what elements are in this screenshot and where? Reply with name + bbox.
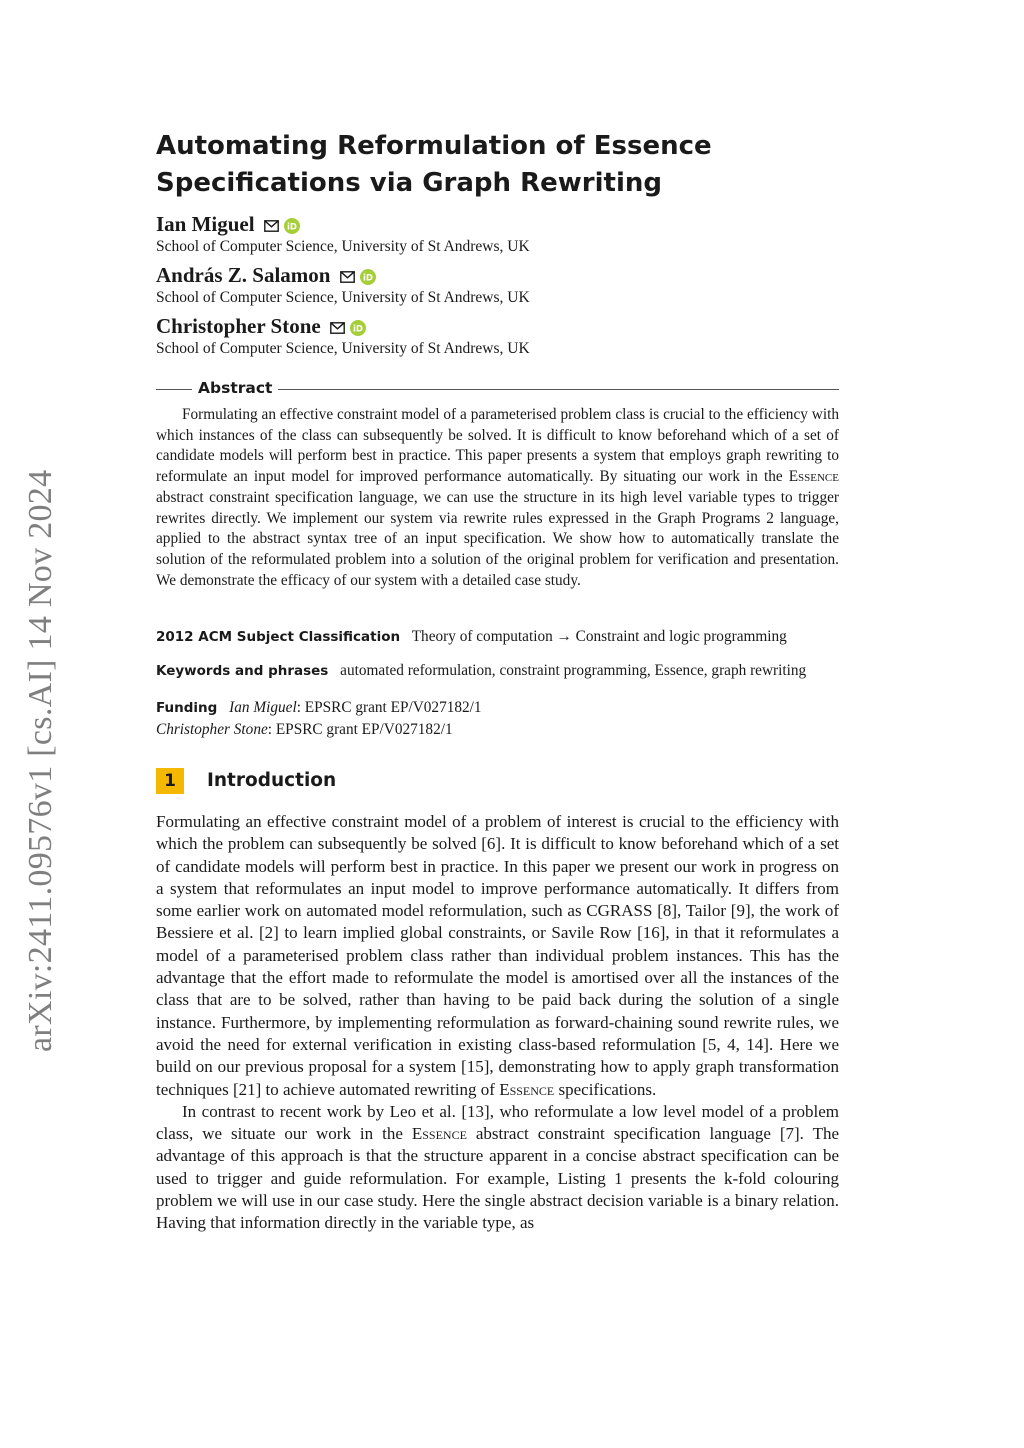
paragraph-text: Formulating an effective constraint model of a problem of interest is crucial to the efficiency with which the problem can subsequently be solved [6]. It is difficult to know beforehand which of a set of candidate models will perform best in practice. In this paper we present our work in progress on a system that reformulates an input model to improve performance automatically. It differs from some earlier work on automated model reformulation, such as CGRASS [8], Tailor [9], the work of Bessiere et al. [2] to learn implied global constraints, or Savile Row [16], in that it reformulates a model of a parameterised problem class rather than individual problem instances. This has the advantage that the effort made to reformulate the model is amortised over all the instances of the class that are to be solved, rather than having to be paid back during the solution of a single instance. Furthermore, by implementing reformulation as forward-chaining sound rewrite rules, we avoid the need for external verification in existing class-based reformulation [5, 4, 14]. Here we build on our previous proposal for a system [15], demonstrating how to apply graph transformation techniques [21] to achieve automated rewriting of bbox=[156, 812, 839, 1099]
paragraph-text: abstract constraint specification language [7]. The advantage of this approach is that the structure apparent in a concise abstract specification can be used to trigger and guide reformulation. For example, Listing 1 presents the k-fold colouring problem we will use in our case study. Here the single abstract decision variable is a binary relation. Having that information directly in the variable type, as bbox=[156, 1124, 839, 1233]
svg-text:iD: iD bbox=[286, 221, 297, 232]
orcid-icon[interactable] bbox=[350, 320, 366, 336]
introduction-body bbox=[156, 811, 839, 1235]
funding-person: Ian Miguel bbox=[229, 699, 297, 716]
paragraph bbox=[156, 1101, 839, 1235]
abstract-heading: Abstract bbox=[198, 379, 278, 397]
arxiv-identifier-stamp: arXiv:2411.09576v1 [cs.AI] 14 Nov 2024 bbox=[22, 469, 59, 1052]
svg-text:iD: iD bbox=[352, 323, 363, 334]
title-line-2: Specifications via Graph Rewriting bbox=[156, 168, 662, 198]
section-title: Introduction bbox=[207, 770, 337, 791]
abstract-text-part: Formulating an effective constraint model of a parameterised problem class is crucial to the efficiency with which instances of the class can subsequently be solved. It is difficult to know beforehand which of a set of candidate models will perform best in practice. This paper presents a system that employs graph rewriting to reformulate an input model for improved performance automatically. By situating our work in the bbox=[156, 406, 839, 486]
funding-entry bbox=[229, 699, 481, 716]
section-number: 1 bbox=[164, 771, 176, 791]
author-affiliation: School of Computer Science, University of St Andrews, UK bbox=[156, 238, 530, 255]
envelope-icon[interactable] bbox=[340, 271, 355, 283]
acm-value: Theory of computation → Constraint and logic programming bbox=[411, 628, 787, 645]
funding-person: Christopher Stone bbox=[156, 721, 268, 738]
author-affiliation: School of Computer Science, University of St Andrews, UK bbox=[156, 340, 530, 357]
acm-label: 2012 ACM Subject Classification bbox=[156, 629, 401, 645]
funding-grant: : EPSRC grant EP/V027182/1 bbox=[296, 699, 482, 716]
envelope-icon[interactable] bbox=[330, 322, 345, 334]
orcid-icon[interactable] bbox=[284, 218, 300, 234]
author-affiliation: School of Computer Science, University of St Andrews, UK bbox=[156, 289, 530, 306]
author-block bbox=[156, 212, 530, 256]
essence-term: Essence bbox=[499, 1079, 555, 1099]
author-name: Christopher Stone bbox=[156, 314, 321, 338]
paragraph-text: specifications. bbox=[558, 1079, 657, 1099]
title-line-1: Automating Reformulation of Essence bbox=[156, 131, 712, 161]
keywords bbox=[156, 660, 846, 682]
paragraph-text: In contrast to recent work by Leo et al. [13], who reformulate a low level model of a problem class, we situate our work in the bbox=[156, 1101, 839, 1144]
envelope-icon[interactable] bbox=[264, 220, 279, 232]
acm-classification bbox=[156, 626, 846, 648]
author-name: Ian Miguel bbox=[156, 212, 255, 236]
author-block bbox=[156, 263, 530, 307]
funding-label: Funding bbox=[156, 700, 218, 716]
essence-term: Essence bbox=[788, 468, 839, 486]
paper-title bbox=[156, 128, 856, 202]
keywords-label: Keywords and phrases bbox=[156, 663, 329, 679]
svg-text:iD: iD bbox=[362, 272, 373, 283]
paragraph bbox=[156, 811, 839, 1101]
funding-entry bbox=[156, 721, 453, 738]
abstract-text-part: abstract constraint specification language, we can use the structure in its high level variable types to trigger rewrites directly. We implement our system via rewrite rules expressed in the Graph Programs 2 language, applied to the abstract syntax tree of an input specification. We show how to automatically translate the solution of the reformulated problem into a solution of the original problem for verification and presentation. We demonstrate the efficacy of our system with a detailed case study. bbox=[156, 488, 839, 589]
keywords-value: automated reformulation, constraint programming, Essence, graph rewriting bbox=[340, 662, 807, 679]
abstract-text bbox=[156, 405, 839, 591]
author-name: András Z. Salamon bbox=[156, 263, 331, 287]
author-block bbox=[156, 314, 530, 358]
essence-term: Essence bbox=[411, 1124, 467, 1144]
orcid-icon[interactable] bbox=[360, 269, 376, 285]
funding-grant: : EPSRC grant EP/V027182/1 bbox=[267, 721, 453, 738]
funding bbox=[156, 697, 846, 741]
